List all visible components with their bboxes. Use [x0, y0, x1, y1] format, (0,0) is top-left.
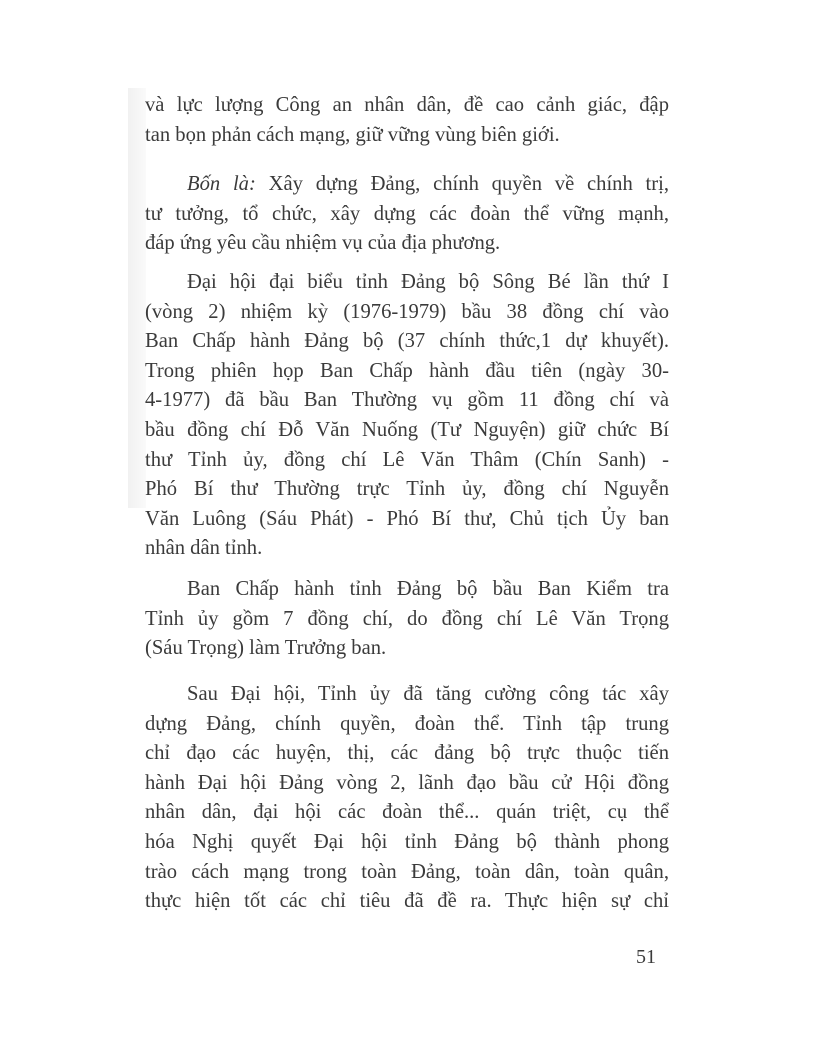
text-line: hành Đại hội Đảng vòng 2, lãnh đạo bầu cử Hội đồng	[145, 771, 669, 794]
text-line: và lực lượng Công an nhân dân, đề cao cảnh giác, đập	[145, 94, 669, 116]
paragraph-3	[145, 268, 669, 564]
text-line: Ban Chấp hành Đảng bộ (37 chính thức,1 dự khuyết).	[145, 330, 669, 353]
text-line: dựng Đảng, chính quyền, đoàn thể. Tỉnh tập trung	[145, 712, 669, 735]
text-line: Phó Bí thư Thường trực Tỉnh ủy, đồng chí Nguyễn	[145, 478, 669, 501]
text-line: tan bọn phản cách mạng, giữ vững vùng biên giới.	[145, 123, 560, 146]
text-line: Trong phiên họp Ban Chấp hành đầu tiên (ngày 30-	[145, 359, 669, 382]
text-line: nhân dân tỉnh.	[145, 537, 263, 560]
text-line: bầu đồng chí Đỗ Văn Nuống (Tư Nguyện) giữ chức Bí	[145, 418, 669, 441]
text-line: Tỉnh ủy gồm 7 đồng chí, do đồng chí Lê Văn Trọng	[145, 607, 669, 630]
text-line: trào cách mạng trong toàn Đảng, toàn dân, toàn quân,	[145, 860, 669, 883]
text-line: Đại hội đại biểu tỉnh Đảng bộ Sông Bé lần thứ I	[187, 271, 669, 293]
text-line: Sau Đại hội, Tỉnh ủy đã tăng cường công tác xây	[187, 683, 669, 705]
paragraph-1	[145, 91, 669, 150]
paragraph-2	[145, 170, 669, 259]
text-line: chỉ đạo các huyện, thị, các đảng bộ trực thuộc tiến	[145, 742, 669, 765]
text-line: tư tưởng, tổ chức, xây dựng các đoàn thể vững mạnh,	[145, 202, 669, 225]
page-edge-shadow	[128, 88, 146, 508]
text-line	[145, 170, 669, 200]
text-line: đáp ứng yêu cầu nhiệm vụ của địa phương.	[145, 232, 501, 255]
text-line: thư Tỉnh ủy, đồng chí Lê Văn Thâm (Chín Sanh) -	[145, 448, 669, 471]
text-span: Xây dựng Đảng, chính quyền về chính trị,	[255, 173, 669, 195]
text-line: (vòng 2) nhiệm kỳ (1976-1979) bầu 38 đồng chí vào	[145, 300, 669, 323]
paragraph-5	[145, 680, 669, 917]
text-line: thực hiện tốt các chỉ tiêu đã đề ra. Thực hiện sự chỉ	[145, 890, 669, 913]
page-number: 51	[636, 946, 656, 968]
text-line: nhân dân, đại hội các đoàn thể... quán triệt, cụ thể	[145, 801, 669, 824]
lead-italic: Bốn là:	[187, 173, 256, 195]
paragraph-4	[145, 575, 669, 664]
text-line: (Sáu Trọng) làm Trưởng ban.	[145, 637, 387, 660]
text-line: Ban Chấp hành tỉnh Đảng bộ bầu Ban Kiểm tra	[187, 578, 669, 600]
text-line: hóa Nghị quyết Đại hội tỉnh Đảng bộ thành phong	[145, 830, 669, 853]
text-line: Văn Luông (Sáu Phát) - Phó Bí thư, Chủ tịch Ủy ban	[145, 507, 669, 530]
text-line: 4-1977) đã bầu Ban Thường vụ gồm 11 đồng chí và	[145, 389, 669, 412]
